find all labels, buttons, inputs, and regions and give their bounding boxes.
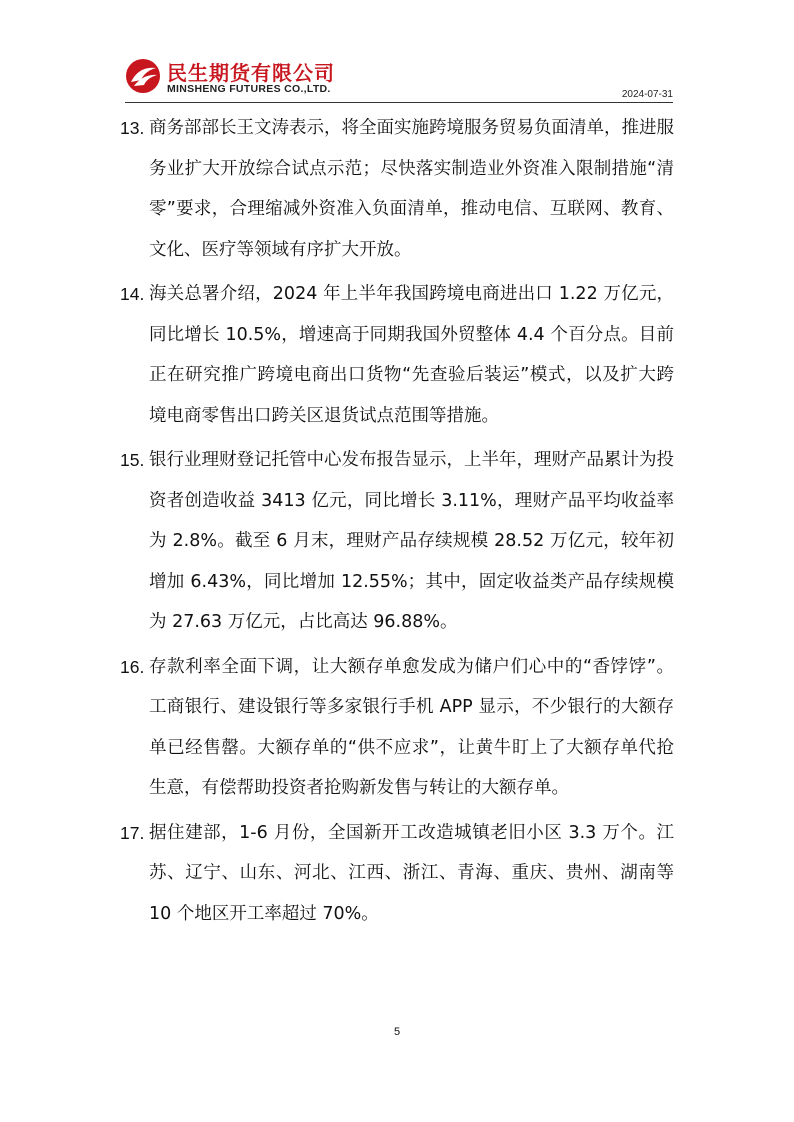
item-text: 商务部部长王文涛表示，将全面实施跨境服务贸易负面清单，推进服务业扩大开放综合试点示范；尽快落实制造业外资准入限制措施“清零”要求，合理缩减外资准入负面清单，推动电信、互联网、教育、文化、医疗等领域有序扩大开放。 (149, 118, 674, 260)
item-number: 17. (120, 822, 145, 843)
page-number: 5 (393, 1026, 401, 1038)
item-text: 银行业理财登记托管中心发布报告显示，上半年，理财产品累计为投资者创造收益 3413 亿元，同比增长 3.11%，理财产品平均收益率为 2.8%。截至 6 月末，理财产品存续规模 28.52 万亿元，较年初增加 6.43%，同比增加 12.55%；其中，固定收益类产品存续规模为 27.63 万亿元，占比高达 96.88%。 (149, 450, 674, 632)
item-number: 16. (120, 656, 145, 677)
news-item (120, 274, 674, 436)
news-item (120, 647, 674, 809)
item-number: 13. (120, 118, 145, 138)
item-text: 存款利率全面下调，让大额存单愈发成为储户们心中的“香饽饽”。工商银行、建设银行等多家银行手机 APP 显示，不少银行的大额存单已经售罄。大额存单的“供不应求”，让黄牛盯上了大额存单代抢生意，有偿帮助投资者抢购新发售与转让的大额存单。 (149, 656, 674, 798)
item-number: 15. (120, 450, 145, 470)
news-item (120, 440, 674, 643)
news-item (120, 108, 674, 270)
news-list (120, 108, 674, 938)
item-text: 海关总署介绍，2024 年上半年我国跨境电商进出口 1.22 万亿元，同比增长 10.5%，增速高于同期我国外贸整体 4.4 个百分点。目前正在研究推广跨境电商出口货物“先查验后装运”模式，以及扩大跨境电商零售出口跨关区退货试点范围等措施。 (149, 284, 674, 426)
report-date: 2024-07-31 (621, 89, 673, 100)
brand-name-en: MINSHENG FUTURES CO.,LTD. (167, 83, 331, 95)
brand-name-cn: 民生期货有限公司 (167, 61, 335, 85)
news-item (120, 813, 674, 935)
item-number: 14. (120, 284, 145, 304)
minsheng-logo-icon (125, 58, 161, 94)
page-header (125, 55, 673, 103)
item-text: 据住建部，1-6 月份，全国新开工改造城镇老旧小区 3.3 万个。江苏、辽宁、山东、河北、江西、浙江、青海、重庆、贵州、湖南等 10 个地区开工率超过 70%。 (149, 822, 674, 924)
header-divider (125, 102, 673, 103)
